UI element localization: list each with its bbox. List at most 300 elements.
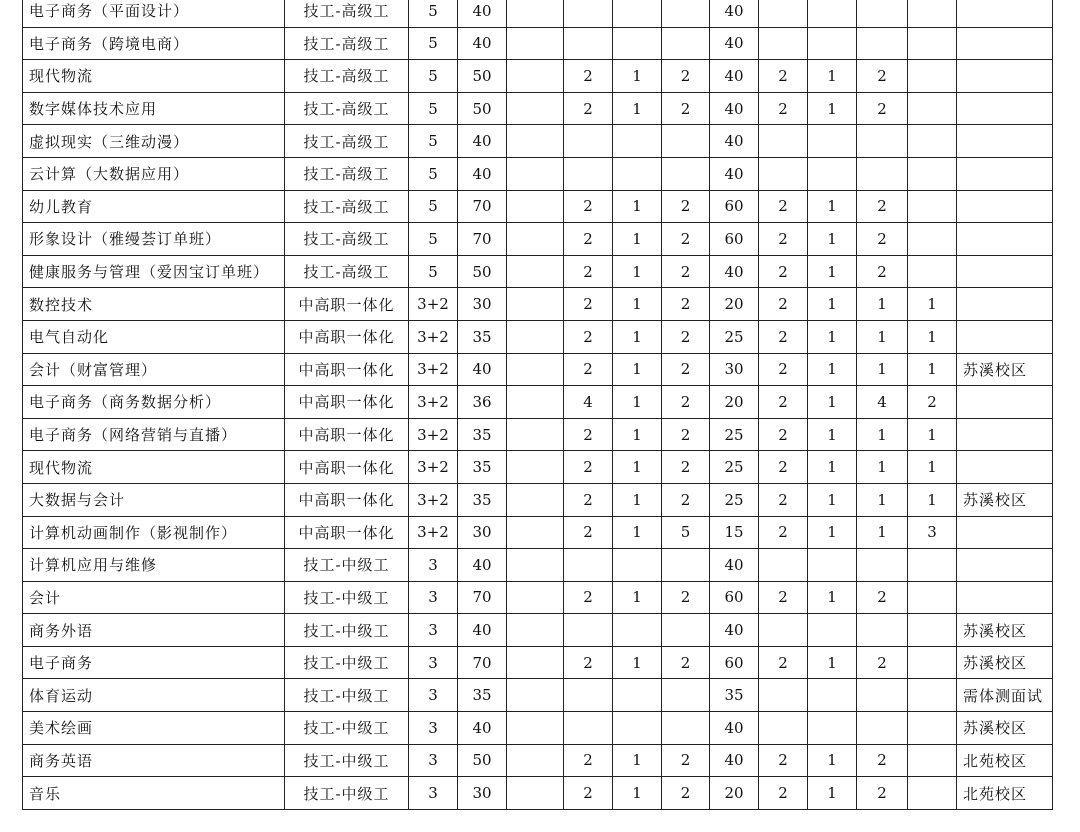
plan-total-cell: 70 bbox=[458, 581, 507, 614]
col5-cell bbox=[507, 549, 564, 582]
col6-cell: 2 bbox=[564, 353, 613, 386]
col5-cell bbox=[507, 483, 564, 516]
program-type-cell: 中高职一体化 bbox=[285, 386, 409, 419]
col10-cell: 2 bbox=[759, 288, 808, 321]
col5-cell bbox=[507, 451, 564, 484]
major-cell: 电子商务（商务数据分析） bbox=[23, 386, 285, 419]
years-cell: 5 bbox=[409, 27, 458, 60]
col6-cell: 2 bbox=[564, 744, 613, 777]
col6-cell: 2 bbox=[564, 483, 613, 516]
col6-cell: 2 bbox=[564, 516, 613, 549]
program-type-cell: 技工-中级工 bbox=[285, 581, 409, 614]
major-cell: 现代物流 bbox=[23, 451, 285, 484]
col11-cell: 1 bbox=[808, 516, 857, 549]
plan-total-cell: 40 bbox=[458, 549, 507, 582]
col5-cell bbox=[507, 288, 564, 321]
col12-cell: 2 bbox=[857, 255, 908, 288]
col12-cell bbox=[857, 27, 908, 60]
campus-note-cell: 苏溪校区 bbox=[957, 353, 1053, 386]
col13-cell: 3 bbox=[908, 516, 957, 549]
table-row bbox=[23, 255, 1053, 288]
col10-cell: 2 bbox=[759, 516, 808, 549]
major-cell: 会计（财富管理） bbox=[23, 353, 285, 386]
col6-cell bbox=[564, 712, 613, 745]
campus-note-cell bbox=[957, 418, 1053, 451]
col7-cell: 1 bbox=[613, 516, 662, 549]
col9-cell: 40 bbox=[710, 27, 759, 60]
years-cell: 5 bbox=[409, 92, 458, 125]
plan-total-cell: 70 bbox=[458, 646, 507, 679]
campus-note-cell bbox=[957, 549, 1053, 582]
col7-cell: 1 bbox=[613, 386, 662, 419]
col5-cell bbox=[507, 581, 564, 614]
col10-cell: 2 bbox=[759, 451, 808, 484]
col13-cell bbox=[908, 0, 957, 27]
col7-cell bbox=[613, 27, 662, 60]
col9-cell: 40 bbox=[710, 255, 759, 288]
col7-cell: 1 bbox=[613, 353, 662, 386]
table-row bbox=[23, 157, 1053, 190]
major-cell: 计算机应用与维修 bbox=[23, 549, 285, 582]
col6-cell: 2 bbox=[564, 320, 613, 353]
col13-cell: 2 bbox=[908, 386, 957, 419]
col7-cell bbox=[613, 125, 662, 158]
col7-cell: 1 bbox=[613, 744, 662, 777]
col12-cell: 2 bbox=[857, 777, 908, 810]
campus-note-cell bbox=[957, 92, 1053, 125]
program-type-cell: 技工-中级工 bbox=[285, 679, 409, 712]
col8-cell: 2 bbox=[662, 483, 710, 516]
program-type-cell: 中高职一体化 bbox=[285, 483, 409, 516]
col13-cell bbox=[908, 646, 957, 679]
col10-cell: 2 bbox=[759, 744, 808, 777]
col8-cell bbox=[662, 125, 710, 158]
table-row bbox=[23, 777, 1053, 810]
col10-cell: 2 bbox=[759, 777, 808, 810]
program-type-cell: 技工-高级工 bbox=[285, 157, 409, 190]
col7-cell: 1 bbox=[613, 60, 662, 93]
campus-note-cell: 苏溪校区 bbox=[957, 646, 1053, 679]
col11-cell: 1 bbox=[808, 744, 857, 777]
col5-cell bbox=[507, 157, 564, 190]
campus-note-cell: 北苑校区 bbox=[957, 777, 1053, 810]
plan-total-cell: 40 bbox=[458, 353, 507, 386]
years-cell: 5 bbox=[409, 125, 458, 158]
years-cell: 3+2 bbox=[409, 483, 458, 516]
col9-cell: 40 bbox=[710, 0, 759, 27]
campus-note-cell: 苏溪校区 bbox=[957, 712, 1053, 745]
col10-cell bbox=[759, 27, 808, 60]
col10-cell: 2 bbox=[759, 190, 808, 223]
col11-cell bbox=[808, 157, 857, 190]
col9-cell: 20 bbox=[710, 777, 759, 810]
col6-cell: 2 bbox=[564, 777, 613, 810]
major-cell: 会计 bbox=[23, 581, 285, 614]
col9-cell: 25 bbox=[710, 320, 759, 353]
years-cell: 5 bbox=[409, 223, 458, 256]
col13-cell bbox=[908, 581, 957, 614]
col13-cell bbox=[908, 744, 957, 777]
col6-cell: 2 bbox=[564, 60, 613, 93]
col7-cell: 1 bbox=[613, 451, 662, 484]
col7-cell: 1 bbox=[613, 483, 662, 516]
col11-cell: 1 bbox=[808, 190, 857, 223]
col5-cell bbox=[507, 223, 564, 256]
col7-cell bbox=[613, 157, 662, 190]
plan-total-cell: 30 bbox=[458, 516, 507, 549]
col7-cell: 1 bbox=[613, 581, 662, 614]
col13-cell bbox=[908, 549, 957, 582]
col6-cell: 2 bbox=[564, 190, 613, 223]
col10-cell: 2 bbox=[759, 646, 808, 679]
col13-cell: 1 bbox=[908, 483, 957, 516]
campus-note-cell bbox=[957, 386, 1053, 419]
program-type-cell: 技工-高级工 bbox=[285, 92, 409, 125]
plan-total-cell: 35 bbox=[458, 418, 507, 451]
col9-cell: 40 bbox=[710, 60, 759, 93]
table-row bbox=[23, 712, 1053, 745]
col5-cell bbox=[507, 320, 564, 353]
col11-cell: 1 bbox=[808, 418, 857, 451]
plan-total-cell: 36 bbox=[458, 386, 507, 419]
major-cell: 商务外语 bbox=[23, 614, 285, 647]
col11-cell: 1 bbox=[808, 353, 857, 386]
plan-total-cell: 30 bbox=[458, 777, 507, 810]
table-row bbox=[23, 27, 1053, 60]
program-type-cell: 技工-中级工 bbox=[285, 614, 409, 647]
col11-cell: 1 bbox=[808, 255, 857, 288]
col12-cell bbox=[857, 157, 908, 190]
col12-cell bbox=[857, 0, 908, 27]
table-row bbox=[23, 646, 1053, 679]
col5-cell bbox=[507, 353, 564, 386]
program-type-cell: 技工-高级工 bbox=[285, 190, 409, 223]
col5-cell bbox=[507, 125, 564, 158]
plan-total-cell: 35 bbox=[458, 679, 507, 712]
table-row bbox=[23, 679, 1053, 712]
plan-total-cell: 40 bbox=[458, 712, 507, 745]
col10-cell: 2 bbox=[759, 223, 808, 256]
col8-cell: 2 bbox=[662, 451, 710, 484]
campus-note-cell: 北苑校区 bbox=[957, 744, 1053, 777]
col6-cell: 4 bbox=[564, 386, 613, 419]
col8-cell bbox=[662, 614, 710, 647]
table-row bbox=[23, 418, 1053, 451]
col12-cell: 2 bbox=[857, 646, 908, 679]
years-cell: 3+2 bbox=[409, 353, 458, 386]
col10-cell: 2 bbox=[759, 320, 808, 353]
years-cell: 3 bbox=[409, 614, 458, 647]
col8-cell: 2 bbox=[662, 646, 710, 679]
col6-cell: 2 bbox=[564, 581, 613, 614]
years-cell: 3 bbox=[409, 712, 458, 745]
campus-note-cell: 苏溪校区 bbox=[957, 483, 1053, 516]
table-row bbox=[23, 549, 1053, 582]
col7-cell: 1 bbox=[613, 418, 662, 451]
campus-note-cell bbox=[957, 223, 1053, 256]
col10-cell: 2 bbox=[759, 92, 808, 125]
table-row bbox=[23, 451, 1053, 484]
program-type-cell: 中高职一体化 bbox=[285, 353, 409, 386]
col11-cell: 1 bbox=[808, 320, 857, 353]
years-cell: 5 bbox=[409, 157, 458, 190]
major-cell: 电气自动化 bbox=[23, 320, 285, 353]
col10-cell: 2 bbox=[759, 581, 808, 614]
table-row bbox=[23, 614, 1053, 647]
years-cell: 3 bbox=[409, 581, 458, 614]
col13-cell bbox=[908, 157, 957, 190]
col12-cell bbox=[857, 712, 908, 745]
col10-cell bbox=[759, 614, 808, 647]
col7-cell bbox=[613, 549, 662, 582]
campus-note-cell: 苏溪校区 bbox=[957, 614, 1053, 647]
plan-total-cell: 50 bbox=[458, 92, 507, 125]
col13-cell bbox=[908, 777, 957, 810]
col12-cell bbox=[857, 125, 908, 158]
campus-note-cell bbox=[957, 125, 1053, 158]
col12-cell: 1 bbox=[857, 451, 908, 484]
major-cell: 电子商务（网络营销与直播） bbox=[23, 418, 285, 451]
col8-cell bbox=[662, 712, 710, 745]
col12-cell: 1 bbox=[857, 288, 908, 321]
col7-cell: 1 bbox=[613, 288, 662, 321]
table-row bbox=[23, 320, 1053, 353]
table-row bbox=[23, 60, 1053, 93]
plan-total-cell: 50 bbox=[458, 255, 507, 288]
plan-total-cell: 50 bbox=[458, 744, 507, 777]
campus-note-cell bbox=[957, 0, 1053, 27]
col11-cell bbox=[808, 27, 857, 60]
major-cell: 幼儿教育 bbox=[23, 190, 285, 223]
program-type-cell: 技工-中级工 bbox=[285, 777, 409, 810]
col13-cell bbox=[908, 679, 957, 712]
col5-cell bbox=[507, 92, 564, 125]
col9-cell: 35 bbox=[710, 679, 759, 712]
table-row bbox=[23, 744, 1053, 777]
table-row bbox=[23, 190, 1053, 223]
col7-cell: 1 bbox=[613, 255, 662, 288]
years-cell: 3 bbox=[409, 777, 458, 810]
col13-cell: 1 bbox=[908, 320, 957, 353]
col9-cell: 40 bbox=[710, 157, 759, 190]
col6-cell: 2 bbox=[564, 92, 613, 125]
major-cell: 数控技术 bbox=[23, 288, 285, 321]
years-cell: 5 bbox=[409, 60, 458, 93]
col7-cell bbox=[613, 712, 662, 745]
years-cell: 3+2 bbox=[409, 418, 458, 451]
plan-total-cell: 70 bbox=[458, 223, 507, 256]
col6-cell: 2 bbox=[564, 223, 613, 256]
col8-cell bbox=[662, 549, 710, 582]
col9-cell: 60 bbox=[710, 190, 759, 223]
campus-note-cell bbox=[957, 27, 1053, 60]
col8-cell: 2 bbox=[662, 386, 710, 419]
col10-cell bbox=[759, 157, 808, 190]
col5-cell bbox=[507, 744, 564, 777]
col8-cell: 2 bbox=[662, 288, 710, 321]
col5-cell bbox=[507, 614, 564, 647]
col9-cell: 40 bbox=[710, 744, 759, 777]
col11-cell: 1 bbox=[808, 777, 857, 810]
major-cell: 虚拟现实（三维动漫） bbox=[23, 125, 285, 158]
col10-cell: 2 bbox=[759, 60, 808, 93]
col5-cell bbox=[507, 190, 564, 223]
col11-cell bbox=[808, 712, 857, 745]
col8-cell: 2 bbox=[662, 60, 710, 93]
col9-cell: 30 bbox=[710, 353, 759, 386]
col9-cell: 40 bbox=[710, 549, 759, 582]
program-type-cell: 中高职一体化 bbox=[285, 516, 409, 549]
col12-cell: 2 bbox=[857, 581, 908, 614]
col12-cell: 1 bbox=[857, 418, 908, 451]
col8-cell: 5 bbox=[662, 516, 710, 549]
table-row bbox=[23, 125, 1053, 158]
major-cell: 电子商务（跨境电商） bbox=[23, 27, 285, 60]
col6-cell: 2 bbox=[564, 288, 613, 321]
major-cell: 形象设计（雅缦荟订单班） bbox=[23, 223, 285, 256]
campus-note-cell bbox=[957, 451, 1053, 484]
col10-cell: 2 bbox=[759, 483, 808, 516]
col12-cell: 1 bbox=[857, 320, 908, 353]
plan-total-cell: 40 bbox=[458, 0, 507, 27]
col13-cell bbox=[908, 190, 957, 223]
campus-note-cell bbox=[957, 516, 1053, 549]
campus-note-cell bbox=[957, 320, 1053, 353]
years-cell: 3+2 bbox=[409, 516, 458, 549]
col5-cell bbox=[507, 679, 564, 712]
major-cell: 大数据与会计 bbox=[23, 483, 285, 516]
col11-cell: 1 bbox=[808, 386, 857, 419]
col13-cell bbox=[908, 27, 957, 60]
col13-cell: 1 bbox=[908, 418, 957, 451]
table-row bbox=[23, 223, 1053, 256]
col7-cell: 1 bbox=[613, 223, 662, 256]
program-type-cell: 技工-中级工 bbox=[285, 744, 409, 777]
col11-cell: 1 bbox=[808, 288, 857, 321]
col12-cell bbox=[857, 549, 908, 582]
col13-cell: 1 bbox=[908, 451, 957, 484]
col6-cell: 2 bbox=[564, 451, 613, 484]
program-type-cell: 技工-高级工 bbox=[285, 0, 409, 27]
years-cell: 5 bbox=[409, 0, 458, 27]
col8-cell: 2 bbox=[662, 320, 710, 353]
col5-cell bbox=[507, 777, 564, 810]
col12-cell: 2 bbox=[857, 190, 908, 223]
plan-total-cell: 35 bbox=[458, 451, 507, 484]
col9-cell: 60 bbox=[710, 223, 759, 256]
col5-cell bbox=[507, 712, 564, 745]
program-type-cell: 技工-高级工 bbox=[285, 223, 409, 256]
table-row bbox=[23, 581, 1053, 614]
col13-cell bbox=[908, 255, 957, 288]
col13-cell bbox=[908, 92, 957, 125]
col6-cell: 2 bbox=[564, 418, 613, 451]
col8-cell: 2 bbox=[662, 418, 710, 451]
col9-cell: 25 bbox=[710, 418, 759, 451]
years-cell: 3+2 bbox=[409, 451, 458, 484]
col5-cell bbox=[507, 418, 564, 451]
col5-cell bbox=[507, 386, 564, 419]
major-cell: 电子商务 bbox=[23, 646, 285, 679]
col8-cell: 2 bbox=[662, 223, 710, 256]
campus-note-cell bbox=[957, 60, 1053, 93]
major-cell: 云计算（大数据应用） bbox=[23, 157, 285, 190]
col10-cell: 2 bbox=[759, 386, 808, 419]
col8-cell bbox=[662, 27, 710, 60]
years-cell: 3 bbox=[409, 549, 458, 582]
col5-cell bbox=[507, 27, 564, 60]
col8-cell bbox=[662, 0, 710, 27]
col13-cell bbox=[908, 614, 957, 647]
col12-cell: 4 bbox=[857, 386, 908, 419]
years-cell: 3 bbox=[409, 646, 458, 679]
col11-cell bbox=[808, 614, 857, 647]
plan-total-cell: 70 bbox=[458, 190, 507, 223]
program-type-cell: 技工-高级工 bbox=[285, 27, 409, 60]
col7-cell bbox=[613, 0, 662, 27]
col6-cell: 2 bbox=[564, 255, 613, 288]
col6-cell bbox=[564, 157, 613, 190]
table-row bbox=[23, 0, 1053, 27]
col9-cell: 40 bbox=[710, 712, 759, 745]
col7-cell: 1 bbox=[613, 777, 662, 810]
program-type-cell: 中高职一体化 bbox=[285, 418, 409, 451]
col10-cell bbox=[759, 712, 808, 745]
col5-cell bbox=[507, 255, 564, 288]
table-row bbox=[23, 92, 1053, 125]
table-body bbox=[23, 0, 1053, 809]
col5-cell bbox=[507, 646, 564, 679]
table-row bbox=[23, 386, 1053, 419]
col9-cell: 60 bbox=[710, 646, 759, 679]
major-cell: 电子商务（平面设计） bbox=[23, 0, 285, 27]
col10-cell bbox=[759, 125, 808, 158]
col8-cell bbox=[662, 679, 710, 712]
col9-cell: 40 bbox=[710, 125, 759, 158]
col12-cell: 1 bbox=[857, 353, 908, 386]
years-cell: 3+2 bbox=[409, 288, 458, 321]
program-type-cell: 技工-中级工 bbox=[285, 712, 409, 745]
col10-cell: 2 bbox=[759, 418, 808, 451]
col11-cell: 1 bbox=[808, 223, 857, 256]
col5-cell bbox=[507, 60, 564, 93]
col8-cell: 2 bbox=[662, 744, 710, 777]
col13-cell: 1 bbox=[908, 288, 957, 321]
col9-cell: 25 bbox=[710, 483, 759, 516]
col7-cell: 1 bbox=[613, 92, 662, 125]
col11-cell: 1 bbox=[808, 60, 857, 93]
col12-cell bbox=[857, 679, 908, 712]
col7-cell bbox=[613, 614, 662, 647]
col12-cell: 1 bbox=[857, 516, 908, 549]
plan-total-cell: 40 bbox=[458, 614, 507, 647]
program-type-cell: 技工-高级工 bbox=[285, 255, 409, 288]
plan-total-cell: 35 bbox=[458, 483, 507, 516]
col13-cell bbox=[908, 125, 957, 158]
col9-cell: 40 bbox=[710, 614, 759, 647]
col8-cell: 2 bbox=[662, 353, 710, 386]
major-cell: 体育运动 bbox=[23, 679, 285, 712]
col12-cell: 1 bbox=[857, 483, 908, 516]
table-row bbox=[23, 288, 1053, 321]
col11-cell: 1 bbox=[808, 483, 857, 516]
col5-cell bbox=[507, 0, 564, 27]
years-cell: 3+2 bbox=[409, 386, 458, 419]
plan-total-cell: 40 bbox=[458, 157, 507, 190]
col11-cell bbox=[808, 125, 857, 158]
program-type-cell: 中高职一体化 bbox=[285, 288, 409, 321]
years-cell: 5 bbox=[409, 190, 458, 223]
